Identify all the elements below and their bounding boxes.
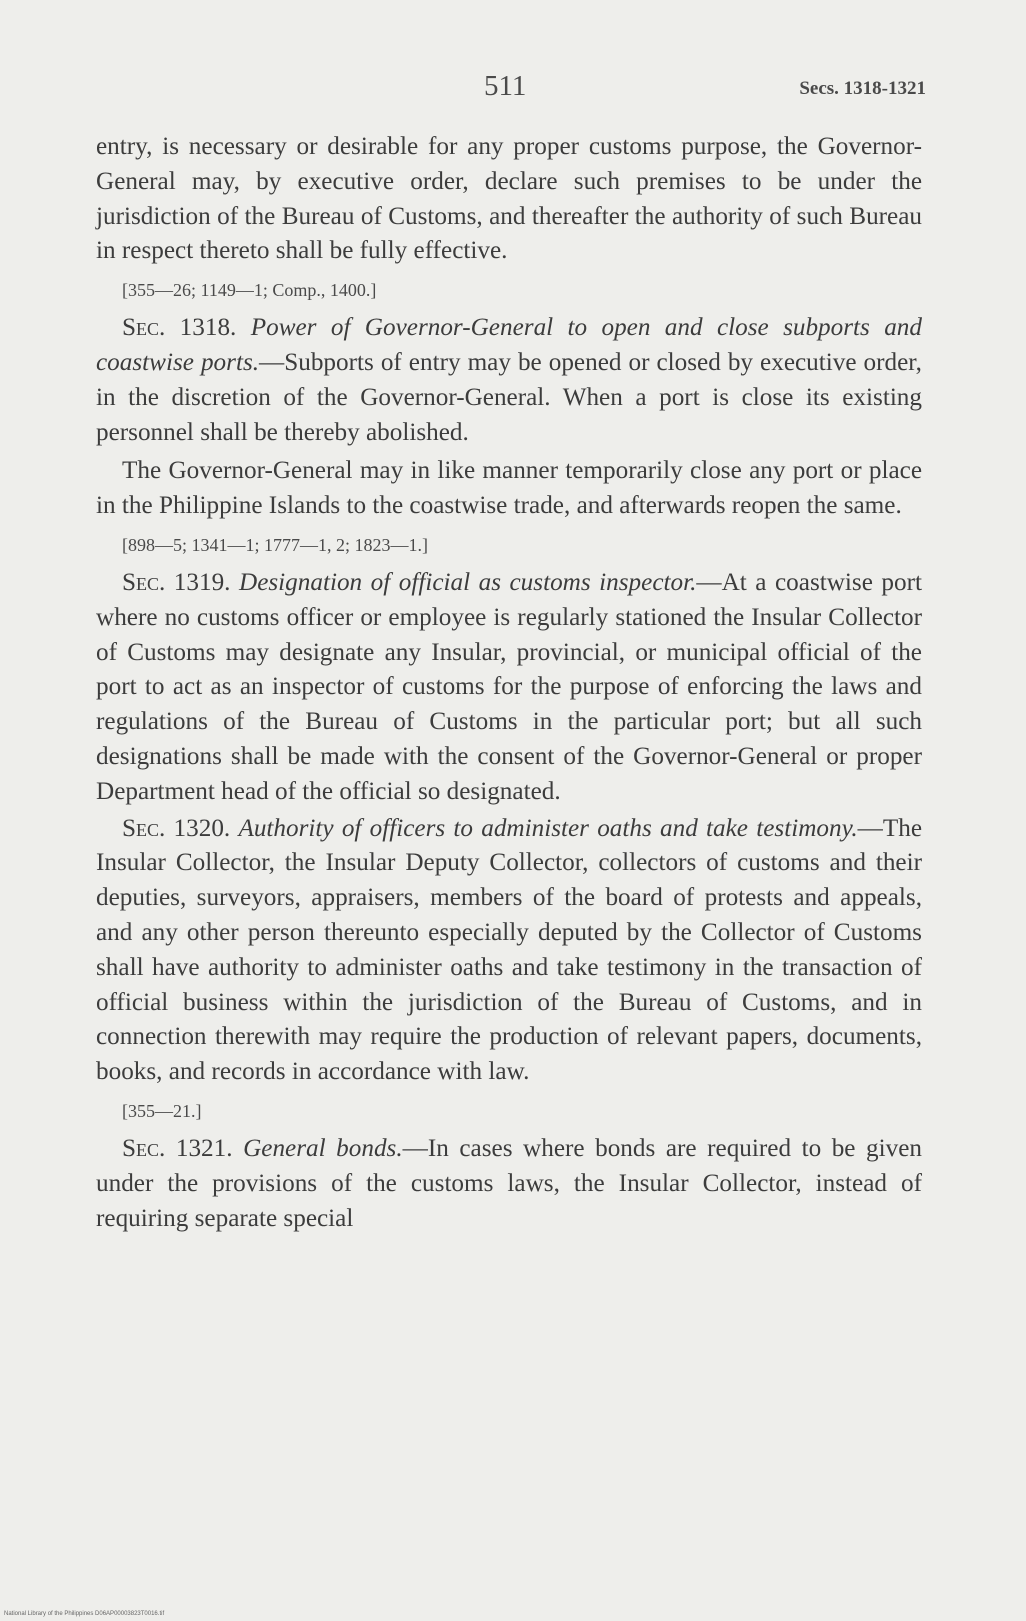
section-title: General bonds. xyxy=(243,1134,403,1162)
paragraph-continuation: entry, is necessary or desirable for any proper customs purpose, the Governor-General may, by executive order, declare such premises to be under the jurisdiction of the Bureau of Customs, and thereafter the authority of such Bureau in respect thereto shall be fully effective. xyxy=(96,133,922,265)
scan-source-line: National Library of the Philippines D06AP00003823T0016.tif xyxy=(4,1611,165,1617)
page-header xyxy=(0,70,1026,110)
citation: [355—21.] xyxy=(122,1100,202,1121)
section-title: Authority of officers to administer oaths and take testimony. xyxy=(238,814,858,842)
page-number: 511 xyxy=(484,70,527,102)
section-1321 xyxy=(96,1132,922,1236)
section-label: Sec. 1318. xyxy=(122,314,237,342)
section-1320 xyxy=(96,812,922,1090)
body-text xyxy=(96,130,922,1236)
section-1318 xyxy=(96,311,922,450)
citation: [355—26; 1149—1; Comp., 1400.] xyxy=(122,280,377,301)
section-1319 xyxy=(96,566,922,810)
paragraph: The Governor-General may in like manner temporarily close any port or place in the Philippine Islands to the coastwise trade, and afterwards reopen the same. xyxy=(96,457,922,520)
section-label: Sec. 1320. xyxy=(122,814,231,842)
sections-range: Secs. 1318-1321 xyxy=(799,78,926,99)
section-text: —Subports of entry may be opened or closed by executive order, in the discretion of the Governor-General. When a port is close its existing personnel shall be thereby abolished. xyxy=(96,348,922,446)
citation: [898—5; 1341—1; 1777—1, 2; 1823—1.] xyxy=(122,534,428,555)
section-title: Power of Governor-General to open and close subports and coastwise ports. xyxy=(96,314,922,376)
section-label: Sec. 1319. xyxy=(122,568,231,596)
section-title: Designation of official as customs inspector. xyxy=(239,568,697,596)
section-text: —At a coastwise port where no customs officer or employee is regularly stationed the Insular Collector of Customs may designate any Insular, provincial, or municipal official of the port to act as an inspector of customs for the purpose of enforcing the laws and regulations of the Bureau of Customs in the particular port; but all such designations shall be made with the consent of the Governor-General or proper Department head of the official so designated. xyxy=(96,568,922,805)
section-label: Sec. 1321. xyxy=(122,1134,233,1162)
section-text: —In cases where bonds are required to be given under the provisions of the customs laws, the Insular Collector, instead of requiring separate special xyxy=(96,1134,922,1232)
section-text: —The Insular Collector, the Insular Deputy Collector, collectors of customs and their deputies, surveyors, appraisers, members of the board of protests and appeals, and any other person thereunto especially deputed by the Collector of Customs shall have authority to administer oaths and take testimony in the transaction of official business within the jurisdiction of the Bureau of Customs, and in connection therewith may require the production of relevant papers, documents, books, and records in accordance with law. xyxy=(96,814,923,1086)
